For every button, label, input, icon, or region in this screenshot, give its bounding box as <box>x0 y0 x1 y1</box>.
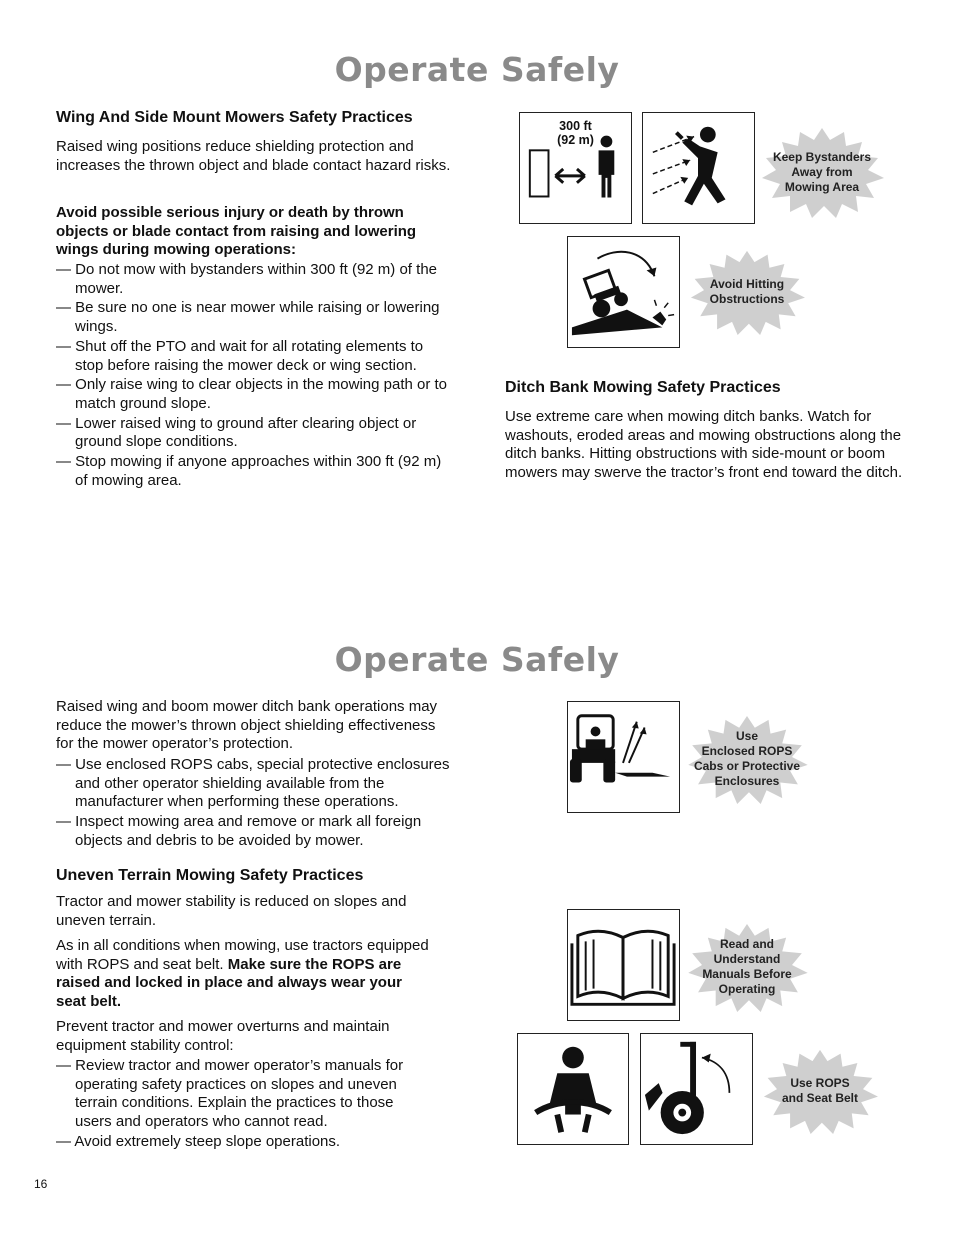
bystander-pictogram <box>642 112 755 224</box>
uneven-p1: Tractor and mower stability is reduced on slopes and uneven terrain. <box>56 893 407 929</box>
tractor-cab-icon <box>568 702 679 812</box>
boom-list <box>56 756 451 852</box>
uneven-p2 <box>56 937 431 1012</box>
bystanders-burst <box>758 126 886 218</box>
boom-intro: Raised wing and boom mower ditch bank operations may reduce the mower’s thrown object shielding effectiveness for the mower operator’s protection. <box>56 698 438 753</box>
rops-icon <box>641 1034 752 1144</box>
enclosures-label: Use Enclosed ROPS Cabs or Protective Enclosures <box>693 729 801 788</box>
enclosures-burst <box>684 714 810 804</box>
seatbelt-pictogram <box>517 1033 629 1145</box>
seatbelt-icon <box>518 1034 628 1144</box>
page-title-top: Operate Safely <box>334 50 620 89</box>
wing-warning: Avoid possible serious injury or death by thrown objects or blade contact from raising and lowering wings during mowing operations: <box>56 204 417 259</box>
page-title-bottom: Operate Safely <box>334 640 620 679</box>
rops-pictogram <box>640 1033 753 1145</box>
wing-list <box>56 261 451 491</box>
enclosure-pictogram <box>567 701 680 813</box>
ditch-heading: Ditch Bank Mowing Safety Practices <box>505 379 781 396</box>
list-item: — Lower raised wing to ground after clearing object or ground slope conditions. <box>56 414 417 451</box>
manual-book-icon <box>568 910 679 1020</box>
manuals-burst <box>684 922 810 1012</box>
thrown-object-icon <box>643 113 754 223</box>
uneven-heading: Uneven Terrain Mowing Safety Practices <box>56 867 364 884</box>
manuals-label: Read and Understand Manuals Before Operating <box>702 937 792 996</box>
list-item: — Stop mowing if anyone approaches within 300 ft (92 m) of mowing area. <box>56 453 442 489</box>
uneven-p2-normal: As in all conditions when mowing, use tractors equipped with ROPS and seat belt. <box>56 937 429 973</box>
obstruction-icon <box>568 237 679 347</box>
list-item: — Inspect mowing area and remove or mark all foreign objects and debris to be avoided by mower. <box>56 813 422 849</box>
list-item: — Use enclosed ROPS cabs, special protective enclosures and other operator shielding available from the manufacturer when performing these operations. <box>56 756 450 811</box>
ditch-body: Use extreme care when mowing ditch banks. Watch for washouts, eroded areas and mowing obstructions along the ditch banks. Hitting obstructions with side-mount or boom mowers may swerve the tractor’s front end toward the ditch. <box>505 408 903 482</box>
wing-heading: Wing And Side Mount Mowers Safety Practices <box>56 109 413 126</box>
uneven-p3: Prevent tractor and mower overturns and maintain equipment stability control: <box>56 1018 390 1054</box>
list-item: — Do not mow with bystanders within 300 ft (92 m) of the mower. <box>56 261 437 297</box>
list-item: — Be sure no one is near mower while raising or lowering wings. <box>56 299 440 336</box>
list-item: — Shut off the PTO and wait for all rotating elements to stop before raising the mower deck or wing section. <box>56 337 424 374</box>
obstructions-burst <box>684 249 810 335</box>
list-item: — Avoid extremely steep slope operations. <box>56 1132 341 1150</box>
bystanders-label: Keep Bystanders Away from Mowing Area <box>772 149 872 194</box>
obstruction-pictogram <box>567 236 680 348</box>
rops-burst <box>757 1048 883 1134</box>
list-item: — Review tractor and mower operator’s manuals for operating safety practices on slopes and uneven terrain conditions. Explain the practices to those users and operators who cannot read. <box>56 1057 404 1131</box>
uneven-list <box>56 1057 431 1153</box>
wing-intro: Raised wing positions reduce shielding protection and increases the thrown object and blade contact hazard risks. <box>56 138 451 174</box>
uneven-p2-bold: Make sure the ROPS are raised and locked in place and always wear your seat belt. <box>56 955 402 1011</box>
rops-label: Use ROPS and Seat Belt <box>781 1076 859 1105</box>
distance-pictogram <box>519 112 632 224</box>
list-item: — Only raise wing to clear objects in the mowing path or to match ground slope. <box>56 376 448 412</box>
distance-label: 300 ft (92 m) <box>557 119 594 147</box>
obstructions-label: Avoid Hitting Obstructions <box>709 277 785 306</box>
manual-pictogram <box>567 909 680 1021</box>
page-number: 16 <box>34 1177 48 1191</box>
